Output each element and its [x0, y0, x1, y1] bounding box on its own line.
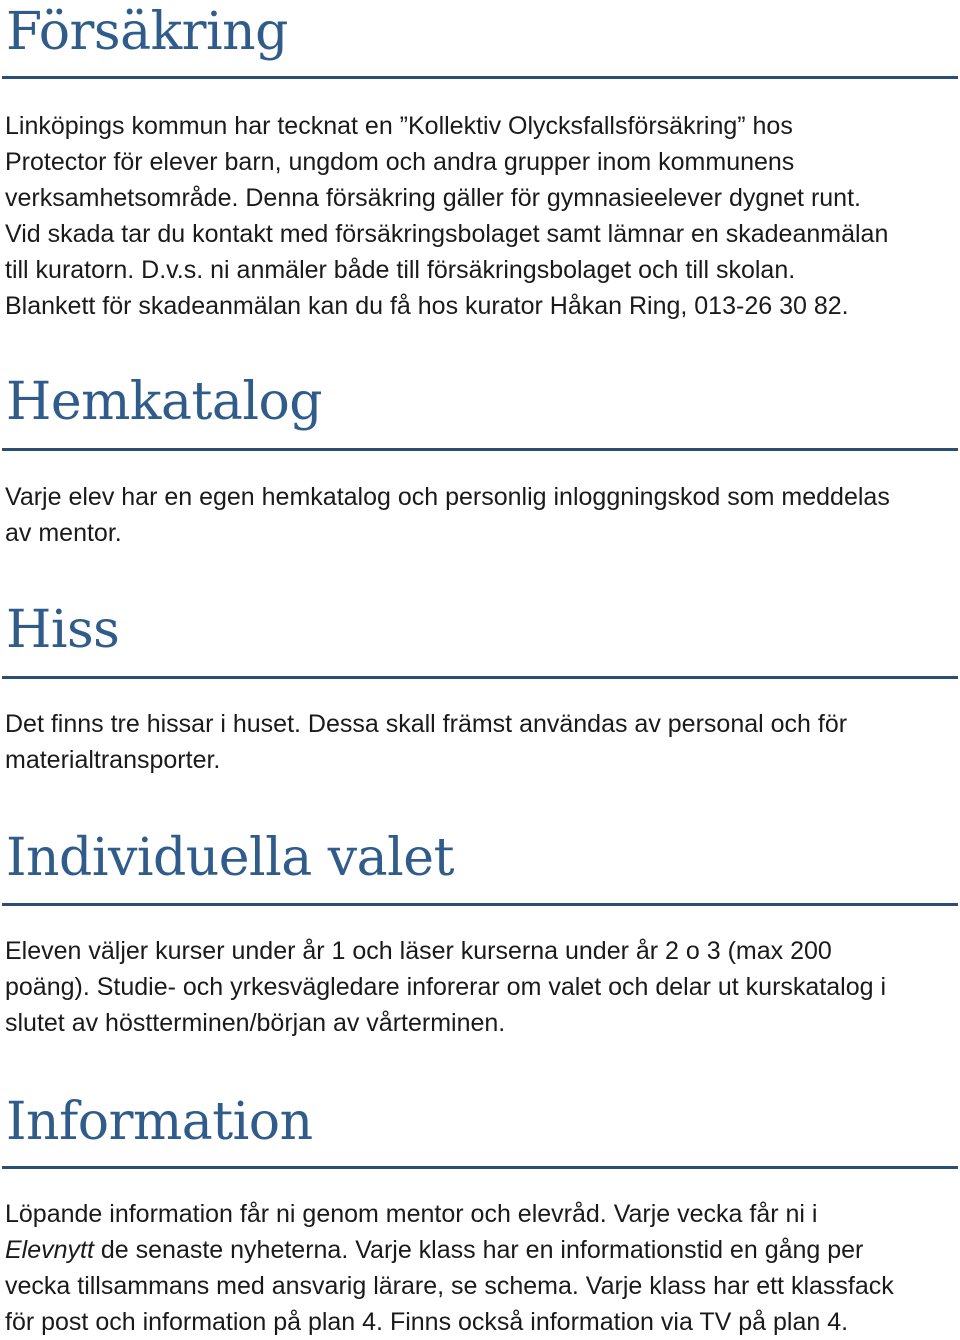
section-divider: [2, 903, 958, 906]
text-fragment: de senaste nyheterna. Varje klass har en informationstid en gång per: [93, 1236, 864, 1264]
text-line: av mentor.: [5, 519, 122, 547]
text-line: poäng). Studie- och yrkesvägledare inforerar om valet och delar ut kurskatalog i: [5, 973, 887, 1001]
paragraph-information: [5, 1196, 957, 1340]
text-line: Eleven väljer kurser under år 1 och läser kurserna under år 2 o 3 (max 200: [5, 937, 832, 965]
section-divider: [2, 76, 958, 79]
section-divider: [2, 1166, 958, 1169]
heading-individuella-valet: Individuella valet: [6, 828, 454, 888]
text-line: vecka tillsammans med ansvarig lärare, se schema. Varje klass har ett klassfack: [5, 1272, 894, 1300]
heading-hemkatalog: Hemkatalog: [6, 372, 323, 432]
text-line: Varje elev har en egen hemkatalog och personlig inloggningskod som meddelas: [5, 483, 890, 511]
text-line: Linköpings kommun har tecknat en ”Kollektiv Olycksfallsförsäkring” hos: [5, 112, 793, 140]
paragraph-hiss: [5, 706, 957, 778]
text-line: materialtransporter.: [5, 746, 221, 774]
text-line: slutet av höstterminen/början av vårterminen.: [5, 1009, 506, 1037]
text-line: Löpande information får ni genom mentor och elevråd. Varje vecka får ni i: [5, 1200, 818, 1228]
text-line: Protector för elever barn, ungdom och andra grupper inom kommunens: [5, 148, 795, 176]
paragraph-individuella-valet: [5, 933, 957, 1041]
text-line: verksamhetsområde. Denna försäkring gäller för gymnasieelever dygnet runt.: [5, 184, 861, 212]
heading-forsakring: Försäkring: [6, 2, 288, 62]
section-divider: [2, 676, 958, 679]
text-line: till kuratorn. D.v.s. ni anmäler både till försäkringsbolaget och till skolan.: [5, 256, 796, 284]
text-line: Det finns tre hissar i huset. Dessa skall främst användas av personal och för: [5, 710, 848, 738]
paragraph-forsakring: [5, 108, 957, 324]
text-line: Vid skada tar du kontakt med försäkringsbolaget samt lämnar en skadeanmälan: [5, 220, 889, 248]
text-line: [5, 1232, 957, 1268]
heading-information: Information: [6, 1092, 313, 1152]
newsletter-name: Elevnytt: [5, 1236, 94, 1264]
heading-hiss: Hiss: [6, 600, 120, 660]
text-line: Blankett för skadeanmälan kan du få hos kurator Håkan Ring, 013-26 30 82.: [5, 292, 849, 320]
paragraph-hemkatalog: [5, 479, 957, 551]
text-line: för post och information på plan 4. Finns också information via TV på plan 4.: [5, 1308, 849, 1336]
section-divider: [2, 448, 958, 451]
